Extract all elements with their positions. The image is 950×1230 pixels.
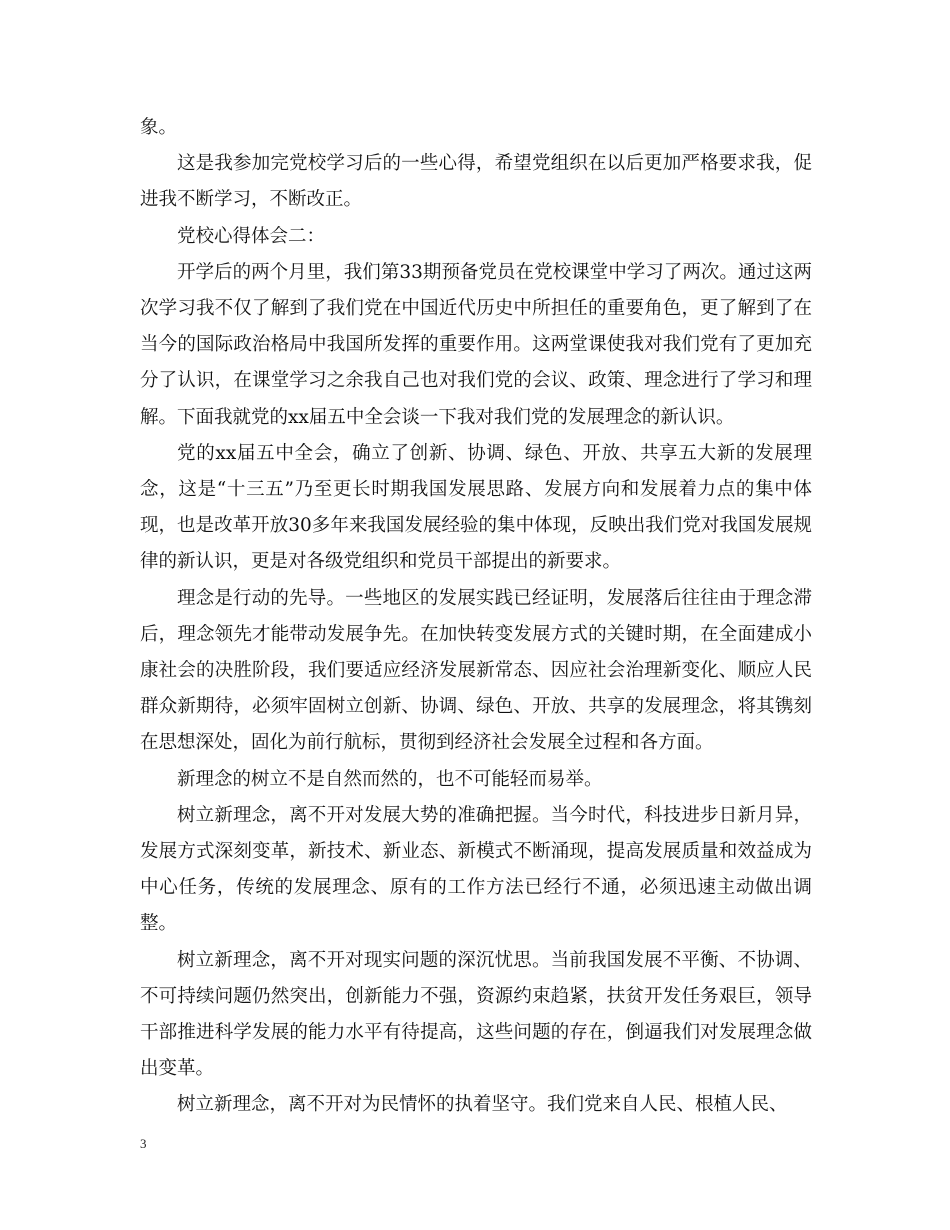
paragraph: 开学后的两个月里，我们第33期预备党员在党校课堂中学习了两次。通过这两次学习我不仅了解到了我们党在中国近代历史中所担任的重要角色，更了解到了在当今的国际政治格局中我国所发挥的重要作用。这两堂课使我对我们党有了更加充分了认识，在课堂学习之余我自己也对我们党的会议、政策、理念进行了学习和理解。下面我就党的xx届五中全会谈一下我对我们党的发展理念的新认识。 — [140, 261, 812, 428]
paragraph: 树立新理念，离不开对现实问题的深沉忧思。当前我国发展不平衡、不协调、不可持续问题仍然突出，创新能力不强，资源约束趋紧，扶贫开发任务艰巨，领导干部推进科学发展的能力水平有待提高，这些问题的存在，倒逼我们对发展理念做出变革。 — [140, 949, 812, 1080]
paragraph: 树立新理念，离不开对发展大势的准确把握。当今时代，科技进步日新月异，发展方式深刻变革，新技术、新业态、新模式不断涌现，提高发展质量和效益成为中心任务，传统的发展理念、原有的工作方法已经行不通，必须迅速主动做出调整。 — [140, 804, 812, 935]
paragraph: 理念是行动的先导。一些地区的发展实践已经证明，发展落后往往由于理念滞后，理念领先才能带动发展争先。在加快转变发展方式的关键时期，在全面建成小康社会的决胜阶段，我们要适应经济发展新常态、因应社会治理新变化、顺应人民群众新期待，必须牢固树立创新、协调、绿色、开放、共享的发展理念，将其镌刻在思想深处，固化为前行航标，贯彻到经济社会发展全过程和各方面。 — [140, 587, 812, 754]
page-number: 3 — [140, 1136, 147, 1151]
paragraph: 党的xx届五中全会，确立了创新、协调、绿色、开放、共享五大新的发展理念，这是“十三五”乃至更长时期我国发展思路、发展方向和发展着力点的集中体现，也是改革开放30多年来我国发展经验的集中体现，反映出我们党对我国发展规律的新认识，更是对各级党组织和党员干部提出的新要求。 — [140, 442, 812, 573]
paragraph: 象。 — [140, 117, 178, 138]
section-heading: 党校心得体会二： — [177, 225, 326, 247]
document-body — [140, 110, 812, 1124]
paragraph: 这是我参加完党校学习后的一些心得，希望党组织在以后更加严格要求我，促进我不断学习，不断改正。 — [140, 153, 812, 211]
paragraph: 新理念的树立不是自然而然的，也不可能轻而易举。 — [177, 768, 603, 790]
paragraph: 树立新理念，离不开对为民情怀的执着坚守。我们党来自人民、根植人民、 — [177, 1094, 788, 1116]
